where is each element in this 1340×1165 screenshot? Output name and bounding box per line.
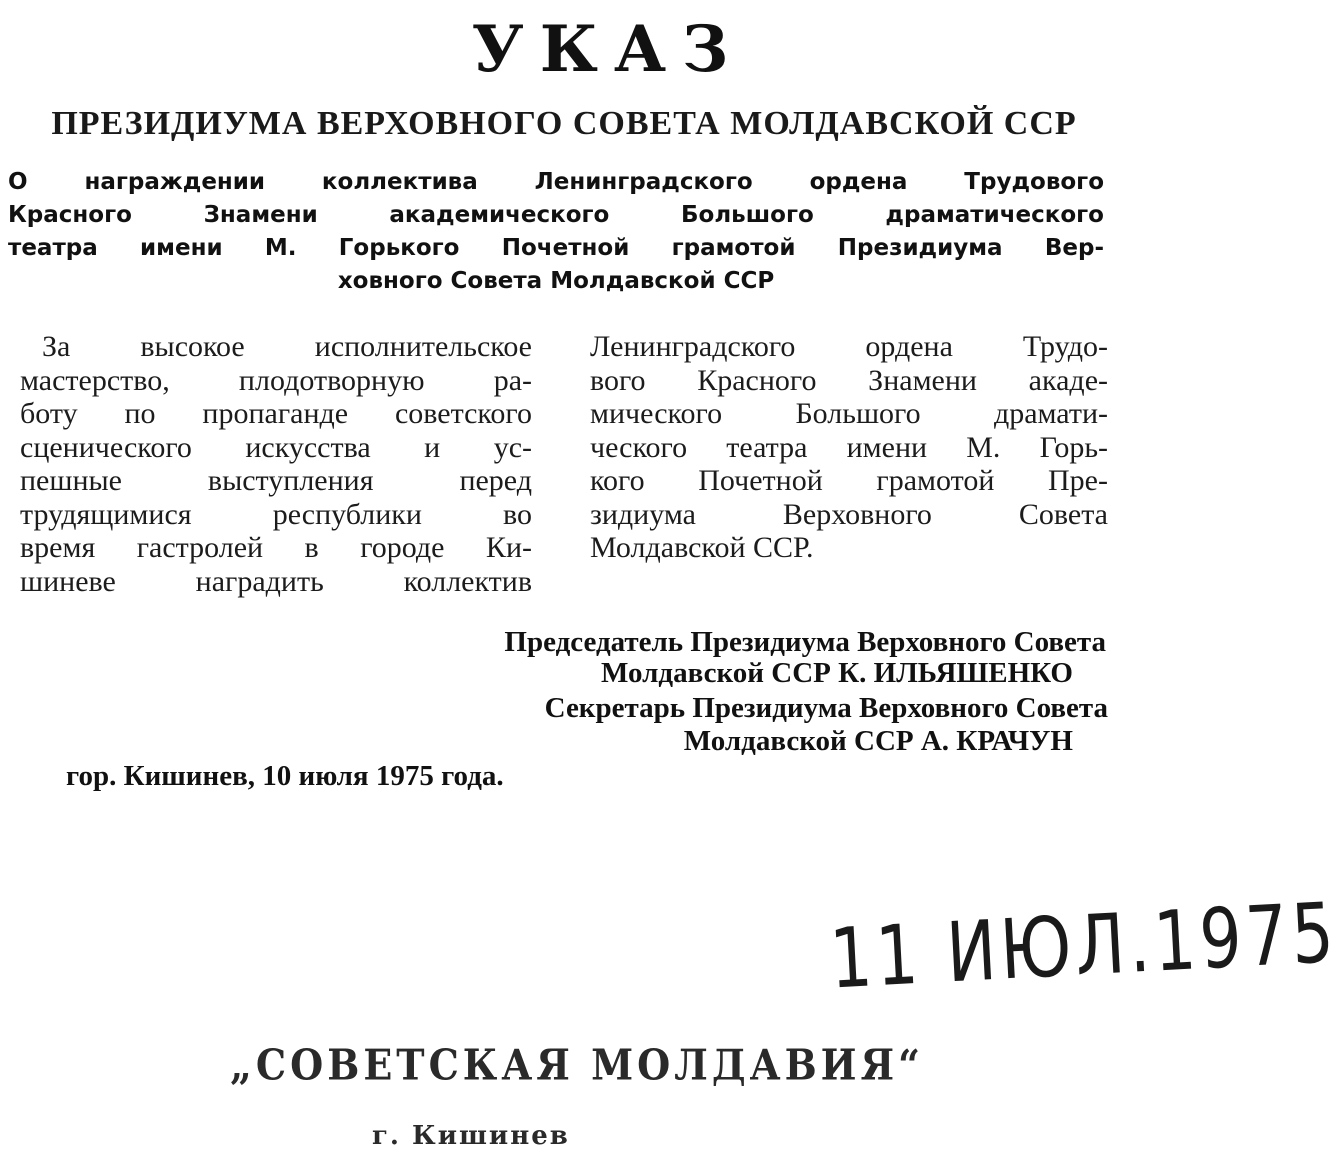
body-line: мастерство, плодотворную ра- [20, 363, 532, 397]
body-line: боту по пропаганде советского [20, 397, 532, 430]
decree-issuer: ПРЕЗИДИУМА ВЕРХОВНОГО СОВЕТА МОЛДАВСКОЙ ССР [51, 105, 1077, 142]
signature-chairman-title: Председатель Президиума Верховного Совета [504, 626, 1106, 658]
place-and-date: гор. Кишинев, 10 июля 1975 года. [66, 760, 504, 792]
date-stamp: 11 ИЮЛ.1975 [827, 884, 1340, 1008]
subject-line: О награждении коллектива Ленинградского ордена Трудового [8, 169, 1104, 195]
body-line: шиневе наградить коллектив [20, 564, 532, 598]
body-line: ческого театра имени М. Горь- [590, 430, 1108, 464]
signature-chairman-name: Молдавской ССР К. ИЛЬЯШЕНКО [601, 657, 1073, 689]
signature-secretary-title: Секретарь Президиума Верховного Совета [544, 692, 1108, 724]
subject-line: театра имени М. Горького Почетной грамотой Президиума Вер- [8, 235, 1104, 261]
newspaper-city-stamp: г. Кишинев [372, 1121, 570, 1151]
body-line: зидиума Верховного Совета [590, 497, 1108, 531]
body-column-left [20, 330, 532, 598]
body-column-right [590, 330, 1108, 565]
body-line: За высокое исполнительское [42, 330, 532, 363]
body-line: Молдавской ССР. [590, 531, 814, 564]
newspaper-stamp: „СОВЕТСКАЯ МОЛДАВИЯ“ [230, 1039, 924, 1090]
subject-line: ховного Совета Молдавской ССР [337, 268, 775, 294]
subject-line: Красного Знамени академического Большого драматического [8, 202, 1104, 228]
body-line: мического Большого драмати- [590, 397, 1108, 430]
body-line: вого Красного Знамени акаде- [590, 363, 1108, 397]
decree-title: УКАЗ [471, 12, 745, 87]
body-line: время гастролей в городе Ки- [20, 531, 532, 564]
body-line: Ленинградского ордена Трудо- [590, 330, 1108, 363]
body-line: пешные выступления перед [20, 464, 532, 497]
body-line: кого Почетной грамотой Пре- [590, 464, 1108, 497]
body-line: трудящимися республики во [20, 497, 532, 531]
body-line: сценического искусства и ус- [20, 430, 532, 464]
decree-subject [8, 166, 1104, 298]
signature-secretary-name: Молдавской ССР А. КРАЧУН [683, 725, 1073, 757]
